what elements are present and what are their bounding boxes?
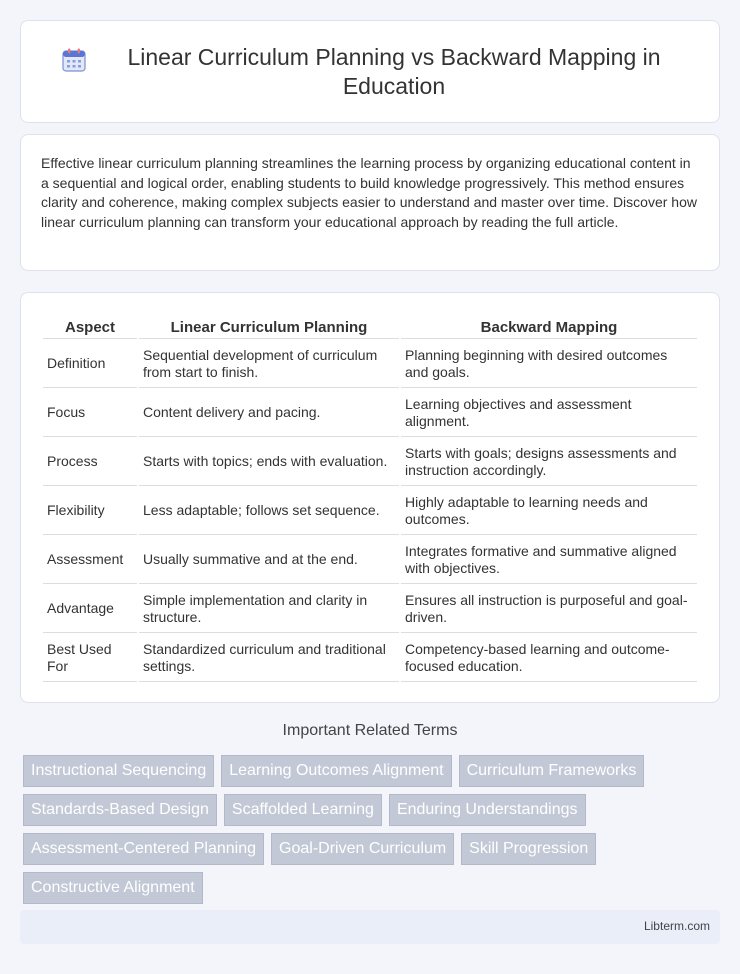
comparison-card — [20, 292, 720, 703]
cell-aspect: Definition — [43, 341, 137, 388]
cell-backward: Planning beginning with desired outcomes and goals. — [401, 341, 697, 388]
related-term-tag[interactable]: Assessment-Centered Planning — [23, 833, 264, 865]
header-aspect: Aspect — [43, 315, 137, 339]
intro-card — [20, 134, 720, 271]
cell-linear: Less adaptable; follows set sequence. — [139, 488, 399, 535]
cell-linear: Simple implementation and clarity in structure. — [139, 586, 399, 633]
intro-paragraph: Effective linear curriculum planning streamlines the learning process by organizing educational content in a sequential and logical order, enabling students to build knowledge progressively. This method ensures clarity and coherence, making complex subjects easier to understand and master over time. Discover how linear curriculum planning can transform your educational approach by reading the full article. — [41, 155, 697, 230]
cell-linear: Sequential development of curriculum from start to finish. — [139, 341, 399, 388]
comparison-table — [41, 313, 699, 684]
related-term-tag[interactable]: Standards-Based Design — [23, 794, 217, 826]
related-term-tag[interactable]: Goal-Driven Curriculum — [271, 833, 454, 865]
header-linear: Linear Curriculum Planning — [139, 315, 399, 339]
cell-aspect: Assessment — [43, 537, 137, 584]
calendar-icon — [61, 47, 87, 73]
cell-backward: Highly adaptable to learning needs and outcomes. — [401, 488, 697, 535]
footer-brand-link[interactable]: Libterm.com — [643, 919, 710, 933]
footer — [20, 910, 720, 944]
table-row — [43, 390, 697, 437]
related-terms-list — [23, 755, 723, 911]
table-row — [43, 488, 697, 535]
header-backward: Backward Mapping — [401, 315, 697, 339]
table-row — [43, 537, 697, 584]
related-term-tag[interactable]: Curriculum Frameworks — [459, 755, 645, 787]
cell-linear: Content delivery and pacing. — [139, 390, 399, 437]
related-term-tag[interactable]: Instructional Sequencing — [23, 755, 214, 787]
table-row — [43, 439, 697, 486]
cell-aspect: Flexibility — [43, 488, 137, 535]
cell-aspect: Best Used For — [43, 635, 137, 682]
related-term-tag[interactable]: Skill Progression — [461, 833, 596, 865]
cell-backward: Integrates formative and summative aligned with objectives. — [401, 537, 697, 584]
table-row — [43, 586, 697, 633]
cell-linear: Standardized curriculum and traditional settings. — [139, 635, 399, 682]
table-row — [43, 635, 697, 682]
related-term-tag[interactable]: Scaffolded Learning — [224, 794, 382, 826]
page-title: Linear Curriculum Planning vs Backward Mapping in Education — [127, 43, 661, 99]
cell-backward: Learning objectives and assessment alignment. — [401, 390, 697, 437]
related-term-tag[interactable]: Enduring Understandings — [389, 794, 586, 826]
cell-backward: Ensures all instruction is purposeful and goal-driven. — [401, 586, 697, 633]
cell-linear: Usually summative and at the end. — [139, 537, 399, 584]
title-row — [61, 43, 679, 101]
cell-aspect: Focus — [43, 390, 137, 437]
title-card — [20, 20, 720, 123]
table-row — [43, 341, 697, 388]
related-term-tag[interactable]: Learning Outcomes Alignment — [221, 755, 451, 787]
cell-aspect: Advantage — [43, 586, 137, 633]
cell-linear: Starts with topics; ends with evaluation. — [139, 439, 399, 486]
related-term-tag[interactable]: Constructive Alignment — [23, 872, 203, 904]
cell-backward: Starts with goals; designs assessments and instruction accordingly. — [401, 439, 697, 486]
cell-backward: Competency-based learning and outcome-focused education. — [401, 635, 697, 682]
related-terms-heading: Important Related Terms — [282, 722, 458, 739]
cell-aspect: Process — [43, 439, 137, 486]
table-header-row — [43, 315, 697, 339]
